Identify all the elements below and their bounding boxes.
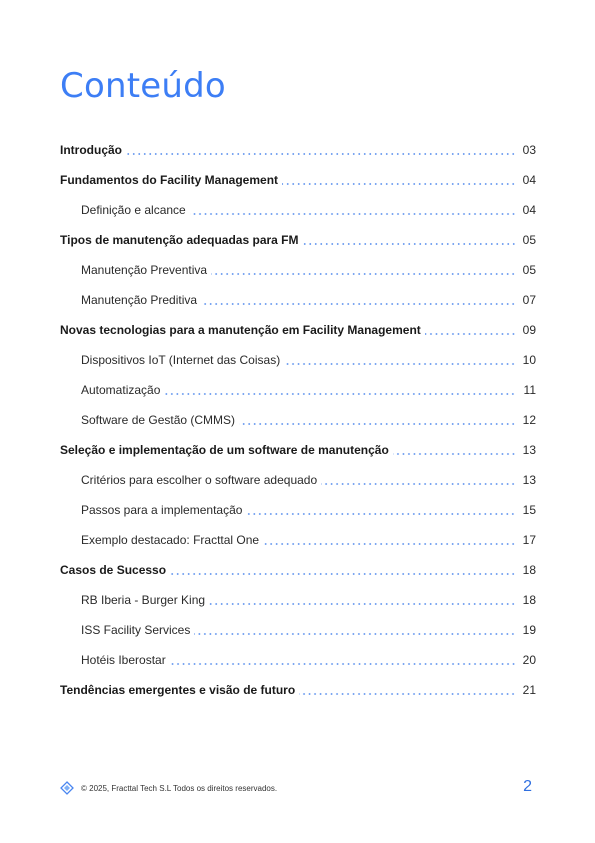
toc-entry-page: 05: [522, 263, 536, 277]
toc-entry-page: 13: [522, 443, 536, 457]
toc-entry-page: 18: [522, 593, 536, 607]
toc-entry-label: Passos para a implementação: [81, 503, 243, 517]
toc-entry-page: 21: [522, 683, 536, 697]
toc-entry[interactable]: [60, 165, 536, 195]
toc-entry-label: Casos de Sucesso: [60, 563, 167, 577]
toc-entry-label: Dispositivos IoT (Internet das Coisas): [81, 353, 281, 367]
toc-entry-label: Definição e alcance: [81, 203, 186, 217]
toc-entry[interactable]: [60, 405, 536, 435]
toc-entry[interactable]: [60, 315, 536, 345]
toc-entry[interactable]: [60, 645, 536, 675]
toc-dot-leader: [303, 243, 517, 245]
toc-dot-leader: [170, 573, 516, 575]
toc-entry[interactable]: [60, 465, 536, 495]
toc-entry-label: Seleção e implementação de um software de manutenção: [60, 443, 389, 457]
toc-entry[interactable]: [60, 585, 536, 615]
toc-entry[interactable]: [60, 615, 536, 645]
toc-entry-page: 03: [522, 143, 536, 157]
toc-dot-leader: [299, 693, 516, 695]
toc-entry-label: ISS Facility Services: [81, 623, 191, 637]
toc-dot-leader: [425, 333, 516, 335]
toc-entry[interactable]: [60, 195, 536, 225]
table-of-contents: [60, 135, 536, 705]
toc-entry-page: 04: [522, 203, 536, 217]
toc-dot-leader: [194, 633, 516, 635]
toc-entry[interactable]: [60, 375, 536, 405]
toc-entry-page: 09: [522, 323, 536, 337]
toc-dot-leader: [284, 363, 516, 365]
toc-dot-leader: [190, 213, 516, 215]
toc-entry-label: Hotéis Iberostar: [81, 653, 166, 667]
toc-entry-page: 12: [522, 413, 536, 427]
toc-entry-page: 11: [523, 383, 536, 397]
toc-entry-page: 10: [522, 353, 536, 367]
toc-entry[interactable]: [60, 345, 536, 375]
toc-entry-label: Exemplo destacado: Fracttal One: [81, 533, 260, 547]
toc-entry-page: 13: [522, 473, 536, 487]
toc-entry-label: Manutenção Preditiva: [81, 293, 198, 307]
copyright-text: © 2025, Fracttal Tech S.L Todos os direitos reservados.: [81, 783, 278, 793]
toc-dot-leader: [209, 603, 516, 605]
toc-entry[interactable]: [60, 135, 536, 165]
footer: [60, 781, 277, 795]
toc-entry[interactable]: [60, 555, 536, 585]
toc-entry[interactable]: [60, 285, 536, 315]
toc-dot-leader: [201, 303, 516, 305]
toc-entry-label: Fundamentos do Facility Management: [60, 173, 279, 187]
toc-dot-leader: [211, 273, 516, 275]
toc-entry[interactable]: [60, 255, 536, 285]
fracttal-logo-icon: [60, 781, 74, 795]
toc-entry-page: 04: [522, 173, 536, 187]
toc-entry[interactable]: [60, 225, 536, 255]
toc-dot-leader: [164, 393, 516, 395]
toc-entry-label: Software de Gestão (CMMS): [81, 413, 236, 427]
toc-entry-page: 20: [522, 653, 536, 667]
toc-entry-label: Tendências emergentes e visão de futuro: [60, 683, 296, 697]
toc-entry-page: 07: [522, 293, 536, 307]
toc-entry-label: Novas tecnologias para a manutenção em Facility Management: [60, 323, 421, 337]
toc-entry-label: Manutenção Preventiva: [81, 263, 208, 277]
toc-entry-label: Introdução: [60, 143, 122, 157]
toc-dot-leader: [263, 543, 516, 545]
toc-entry-label: Tipos de manutenção adequadas para FM: [60, 233, 299, 247]
toc-entry[interactable]: [60, 495, 536, 525]
toc-entry[interactable]: [60, 525, 536, 555]
toc-entry-label: Critérios para escolher o software adequado: [81, 473, 318, 487]
toc-entry-page: 05: [522, 233, 536, 247]
page-title: Conteúdo: [60, 66, 226, 106]
toc-entry-page: 17: [522, 533, 536, 547]
toc-entry-label: RB Iberia - Burger King: [81, 593, 206, 607]
toc-dot-leader: [321, 483, 516, 485]
toc-dot-leader: [282, 183, 516, 185]
toc-dot-leader: [239, 423, 516, 425]
toc-dot-leader: [170, 663, 516, 665]
toc-entry-label: Automatização: [81, 383, 161, 397]
toc-entry-page: 18: [522, 563, 536, 577]
toc-dot-leader: [126, 153, 516, 155]
toc-dot-leader: [246, 513, 516, 515]
toc-entry[interactable]: [60, 675, 536, 705]
page-number: 2: [523, 778, 532, 795]
toc-entry-page: 19: [522, 623, 536, 637]
toc-entry-page: 15: [522, 503, 536, 517]
toc-dot-leader: [393, 453, 516, 455]
toc-entry[interactable]: [60, 435, 536, 465]
